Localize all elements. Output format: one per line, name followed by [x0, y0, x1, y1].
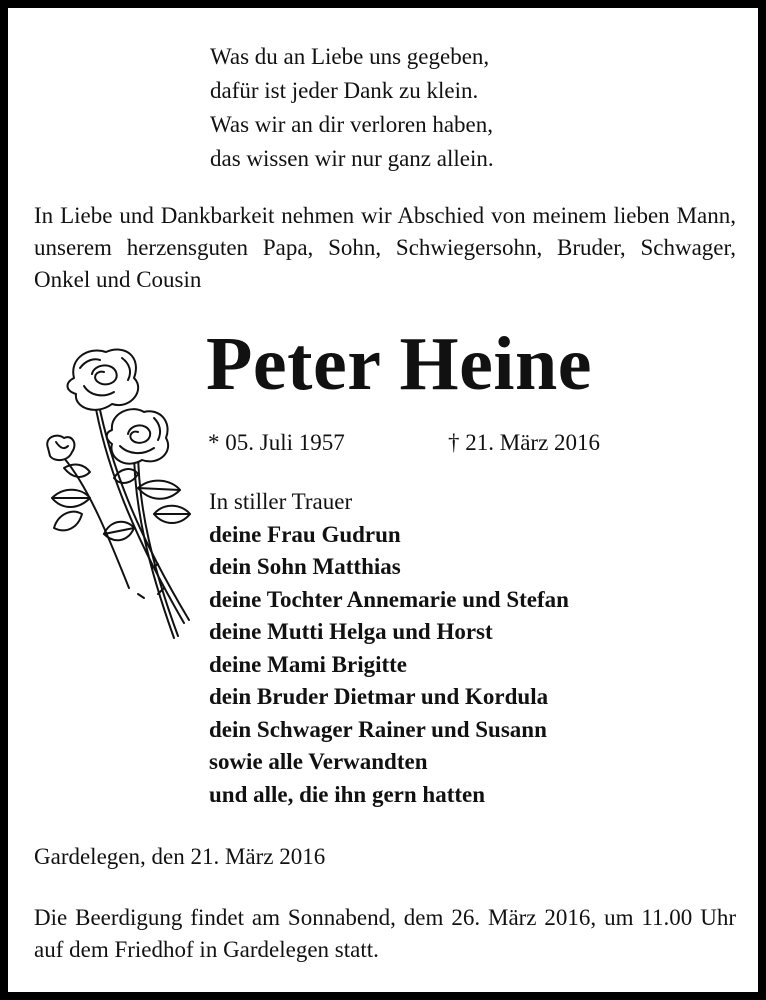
mourner-entry: deine Mutti Helga und Horst [209, 619, 493, 644]
mourner-entry: und alle, die ihn gern hatten [209, 781, 486, 807]
intro-text: In Liebe und Dankbarkeit nehmen wir Abschied von meinem lieben Mann, unserem herzensguten Papa, Sohn, Schwiegersohn, Bruder, Schwager, Onkel und Cousin [34, 203, 736, 292]
roses-icon [34, 338, 204, 658]
poem-line: Was wir an dir verloren haben, [210, 112, 493, 137]
mourner-entry: sowie alle Verwandten [209, 749, 428, 774]
death-date: † 21. März 2016 [448, 430, 601, 455]
mourner-entry: deine Mami Brigitte [209, 651, 408, 677]
mourner-entry: deine Tochter Annemarie und Stefan [209, 586, 569, 612]
mourners-list [209, 486, 569, 811]
poem-line: das wissen wir nur ganz allein. [210, 146, 494, 171]
mourning-lead: In stiller Trauer [209, 489, 353, 514]
mourner-entry: dein Sohn Matthias [209, 554, 401, 579]
mourner-entry: dein Schwager Rainer und Susann [209, 716, 547, 742]
place-and-date: Gardelegen, den 21. März 2016 [34, 844, 326, 869]
funeral-info: Die Beerdigung findet am Sonnabend, dem 26. März 2016, um 11.00 Uhr auf dem Friedhof in Gardelegen statt. [34, 905, 736, 962]
birth-date: * 05. Juli 1957 [208, 430, 345, 455]
mourner-entry: deine Frau Gudrun [209, 521, 401, 547]
memorial-poem [210, 40, 494, 176]
deceased-name: Peter Heine [206, 322, 593, 406]
poem-line: Was du an Liebe uns gegeben, [210, 44, 490, 69]
mourner-entry: dein Bruder Dietmar und Kordula [209, 684, 549, 709]
poem-line: dafür ist jeder Dank zu klein. [210, 78, 479, 103]
